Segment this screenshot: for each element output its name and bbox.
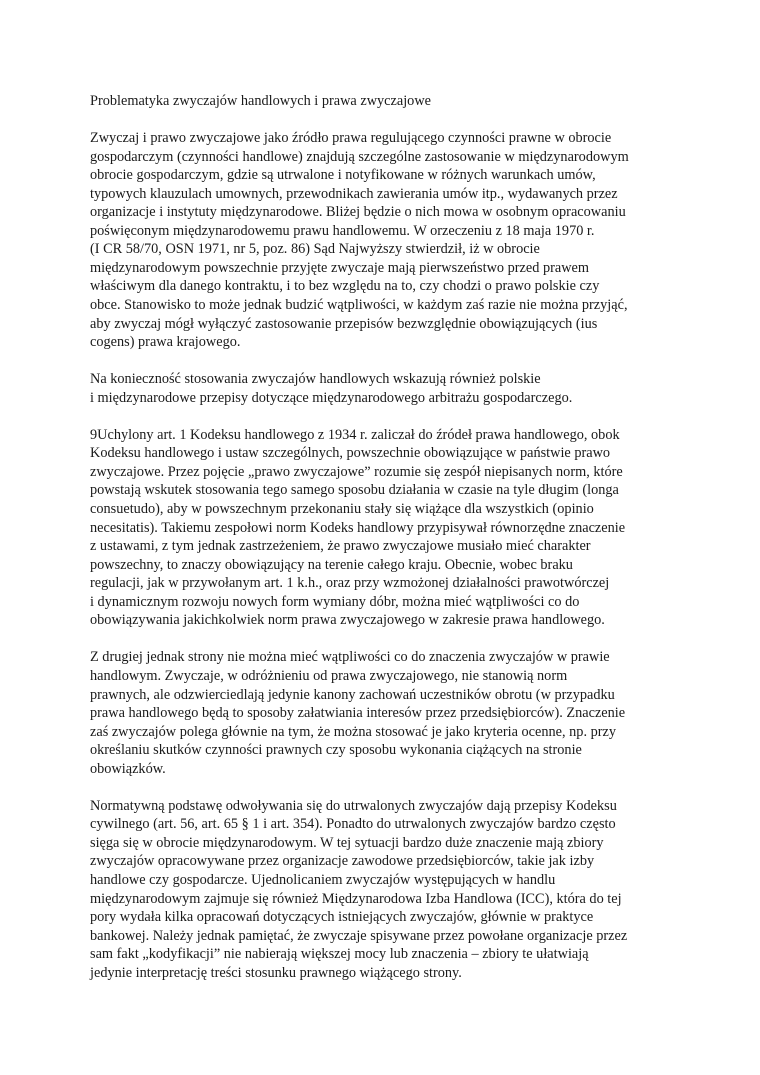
text-line: poświęconym międzynarodowemu prawu handlowemu. W orzeczeniu z 18 maja 1970 r. <box>90 222 595 239</box>
paragraph-5 <box>90 797 675 982</box>
text-line: z ustawami, z tym jednak zastrzeżeniem, że prawo zwyczajowe musiało mieć charakter <box>90 538 591 555</box>
text-line: Normatywną podstawę odwoływania się do utrwalonych zwyczajów dają przepisy Kodeksu <box>90 797 617 814</box>
paragraph-list <box>90 129 675 982</box>
document-body <box>90 92 675 1001</box>
text-line: sięga się w obrocie międzynarodowym. W tej sytuacji bardzo duże znaczenie mają zbiory <box>90 834 604 851</box>
text-line: Na konieczność stosowania zwyczajów handlowych wskazują również polskie <box>90 371 541 388</box>
text-line: necesitatis). Takiemu zespołowi norm Kodeks handlowy przypisywał równorzędne znaczenie <box>90 519 626 536</box>
text-line: regulacji, jak w przywołanym art. 1 k.h., oraz przy wzmożonej działalności prawotwórczej <box>90 575 610 592</box>
text-line: 9Uchylony art. 1 Kodeksu handlowego z 1934 r. zaliczał do źródeł prawa handlowego, obok <box>90 426 620 443</box>
text-line: międzynarodowym powszechnie przyjęte zwyczaje mają pierwszeństwo przed prawem <box>90 259 589 276</box>
text-line: cywilnego (art. 56, art. 65 § 1 i art. 354). Ponadto do utrwalonych zwyczajów bardzo często <box>90 816 616 833</box>
text-line: określaniu skutków czynności prawnych czy sposobu wykonania ciążących na stronie <box>90 742 582 759</box>
text-line: cogens) prawa krajowego. <box>90 334 241 351</box>
text-line: pory wydała kilka opracowań dotyczących istniejących zwyczajów, głównie w praktyce <box>90 909 594 926</box>
paragraph-1 <box>90 129 675 352</box>
text-line: typowych klauzulach umownych, przewodnikach zawierania umów itp., wydawanych przez <box>90 185 618 202</box>
text-line: i międzynarodowe przepisy dotyczące międzynarodowego arbitrażu gospodarczego. <box>90 389 573 406</box>
text-line: międzynarodowym zajmuje się również Międzynarodowa Izba Handlowa (ICC), która do tej <box>90 890 622 907</box>
text-line: gospodarczym (czynności handlowe) znajdują szczególne zastosowanie w międzynarodowym <box>90 148 629 165</box>
text-line: handlowe czy gospodarcze. Ujednolicaniem zwyczajów występujących w handlu <box>90 871 556 888</box>
text-line: (I CR 58/70, OSN 1971, nr 5, poz. 86) Sąd Najwyższy stwierdził, iż w obrocie <box>90 241 540 258</box>
text-line: organizacje i instytuty międzynarodowe. Bliżej będzie o nich mowa w osobnym opracowaniu <box>90 204 626 221</box>
text-line: handlowym. Zwyczaje, w odróżnieniu od prawa zwyczajowego, nie stanowią norm <box>90 667 568 684</box>
text-line: consuetudo), aby w powszechnym przekonaniu stały się wiążące dla wszystkich (opinio <box>90 501 594 518</box>
text-line: właściwym dla danego kontraktu, i to bez względu na to, czy chodzi o prawo polskie czy <box>90 278 600 295</box>
text-line: i dynamicznym rozwoju nowych form wymiany dóbr, można mieć wątpliwości co do <box>90 593 580 610</box>
text-line: aby zwyczaj mógł wyłączyć zastosowanie przepisów bezwzględnie obowiązujących (ius <box>90 315 598 332</box>
paragraph-4 <box>90 648 675 778</box>
text-line: Z drugiej jednak strony nie można mieć wątpliwości co do znaczenia zwyczajów w prawie <box>90 649 610 666</box>
text-line: obowiązywania jakichkolwiek norm prawa zwyczajowego w zakresie prawa handlowego. <box>90 612 605 629</box>
text-line: Kodeksu handlowego i ustaw szczególnych, powszechnie obowiązujące w państwie prawo <box>90 445 611 462</box>
text-line: obowiązków. <box>90 760 166 777</box>
paragraph-3 <box>90 426 675 630</box>
text-line: prawnych, ale odzwierciedlają jedynie kanony zachowań uczestników obrotu (w przypadku <box>90 686 615 703</box>
text-line: zwyczajów opracowywane przez organizacje zawodowe przedsiębiorców, takie jak izby <box>90 853 595 870</box>
text-line: powszechny, to znaczy obowiązujący na terenie całego kraju. Obecnie, wobec braku <box>90 556 573 573</box>
text-line: obrocie gospodarczym, gdzie są utrwalone i notyfikowane w różnych warunkach umów, <box>90 167 596 184</box>
text-line: zwyczajowe. Przez pojęcie „prawo zwyczajowe” rozumie się zespół niepisanych norm, które <box>90 463 623 480</box>
text-line: obce. Stanowisko to może jednak budzić wątpliwości, w każdym zaś razie nie można przyjąć, <box>90 297 628 314</box>
text-line: prawa handlowego będą to sposoby załatwiania interesów przez przedsiębiorców). Znaczenie <box>90 705 626 722</box>
text-line: zaś zwyczajów polega głównie na tym, że można stosować je jako kryteria ocenne, np. przy <box>90 723 617 740</box>
text-line: sam fakt „kodyfikacji” nie nabierają większej mocy lub znaczenia – zbiory te ułatwiają <box>90 946 589 963</box>
text-line: Zwyczaj i prawo zwyczajowe jako źródło prawa regulującego czynności prawne w obrocie <box>90 130 612 147</box>
text-line: bankowej. Należy jednak pamiętać, że zwyczaje spisywane przez powołane organizacje przez <box>90 927 628 944</box>
text-line: jedynie interpretację treści stosunku prawnego wiążącego strony. <box>90 964 462 981</box>
document-title: Problematyka zwyczajów handlowych i prawa zwyczajowe <box>90 93 432 109</box>
paragraph-2 <box>90 370 675 407</box>
text-line: powstają wskutek stosowania tego samego sposobu działania w czasie na tyle długim (longa <box>90 482 619 499</box>
